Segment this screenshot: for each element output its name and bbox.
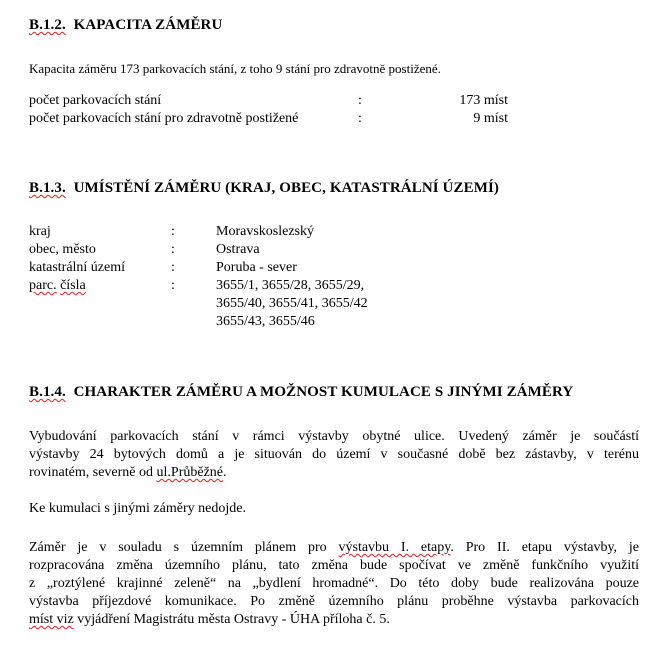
paragraph-line (29, 611, 639, 629)
parcel-label (29, 278, 86, 294)
section-number-b13: B.1.3. (29, 180, 66, 196)
parcel-label-word: čísla (60, 278, 86, 293)
street-name: ul.Průběžné (156, 465, 223, 480)
location-row-label: kraj (29, 224, 51, 239)
paragraph-line-part: vyjádření Magistrátu města Ostravy - ÚHA příloha č. 5. (73, 612, 390, 627)
see-reference: míst viz (29, 612, 74, 627)
paragraph-description (29, 428, 639, 482)
parcel-numbers-line: 3655/1, 3655/28, 3655/29, (216, 278, 365, 293)
capacity-row-label: počet parkovacích stání pro zdravotně postižené (29, 111, 299, 126)
parcel-sep: : (171, 278, 175, 293)
location-row-sep: : (171, 260, 175, 275)
section-number-b14: B.1.4. (29, 384, 66, 400)
section-number-b12: B.1.2. (29, 17, 66, 33)
section-title-b14: CHARAKTER ZÁMĚRU A MOŽNOST KUMULACE S JINÝMI ZÁMĚRY (73, 384, 574, 400)
paragraph-cumulation (29, 500, 639, 518)
capacity-row-sep: : (358, 93, 362, 108)
paragraph-line: z „roztýlené krajinné zeleně“ na „bydlení hromadné“. Do této doby bude realizována pouze (29, 576, 639, 591)
location-row-value: Poruba - sever (216, 260, 297, 275)
paragraph-line: Ke kumulaci s jinými záměry nedojde. (29, 501, 246, 516)
capacity-row-label: počet parkovacích stání (29, 93, 162, 108)
paragraph-line-part: . (223, 465, 227, 480)
section-heading-b14 (29, 384, 573, 401)
capacity-intro: Kapacita záměru 173 parkovacích stání, z toho 9 stání pro zdravotně postižené. (29, 61, 441, 76)
paragraph-line-part: . Pro II. etapu výstavby, je (450, 540, 640, 555)
paragraph-line: Vybudování parkovacích stání v rámci výstavby obytné ulice. Uvedený záměr je součástí (29, 429, 639, 444)
location-row-value: Ostrava (216, 242, 260, 257)
capacity-row-sep: : (358, 111, 362, 126)
section-title-b12: KAPACITA ZÁMĚRU (73, 17, 223, 33)
capacity-row-value: 9 míst (473, 111, 508, 126)
location-row-value: Moravskoslezský (216, 224, 314, 239)
location-row-label: obec, město (29, 242, 96, 257)
section-heading-b13 (29, 180, 499, 197)
paragraph-line: výstavby 24 bytových domů a je situován do území v současné době bez zástavby, v terénu (29, 447, 639, 462)
paragraph-line (29, 539, 639, 557)
paragraph-line (29, 464, 639, 482)
paragraph-line: rozpracována změna územního plánu, tato změna bude spočívat ve změně funkčního využití (29, 558, 639, 573)
parcel-numbers-line: 3655/43, 3655/46 (216, 314, 315, 329)
parcel-numbers-line: 3655/40, 3655/41, 3655/42 (216, 296, 368, 311)
paragraph-line: výstavba příjezdové komunikace. Po změně územního plánu proběhne výstavba parkovacích (29, 594, 639, 609)
location-row-label: katastrální území (29, 260, 126, 275)
location-row-sep: : (171, 224, 175, 239)
paragraph-zoning (29, 539, 639, 629)
paragraph-line-part: rovinatém, severně od (29, 465, 157, 480)
section-title-b13: UMÍSTĚNÍ ZÁMĚRU (KRAJ, OBEC, KATASTRÁLNÍ ÚZEMÍ) (73, 180, 499, 196)
location-row-sep: : (171, 242, 175, 257)
capacity-row-value: 173 míst (459, 93, 508, 108)
section-heading-b12 (29, 17, 222, 34)
paragraph-line-part: Záměr je v souladu s územním plánem pro (29, 540, 339, 555)
stage-reference: výstavbu I. etapy (338, 540, 451, 555)
parcel-label-abbrev: parc. (29, 278, 57, 293)
